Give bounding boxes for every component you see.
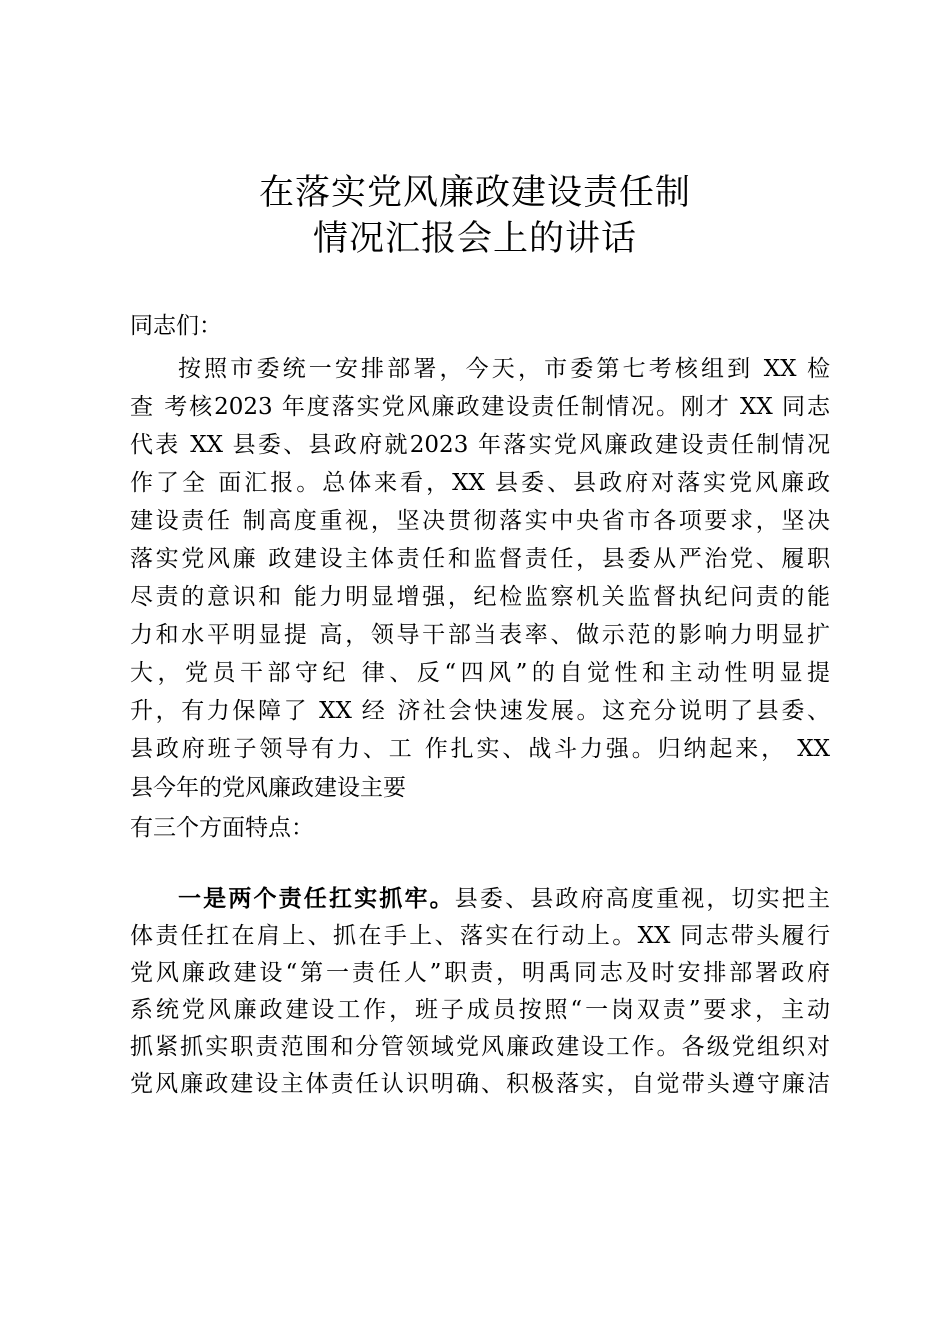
paragraph-2 [130, 880, 830, 1103]
paragraph-1 [130, 350, 830, 848]
paragraph-1-line: 按照市委统一安排部署，今天，市委第七考核组到 XX 检 [178, 356, 830, 382]
paragraph-1-line: 升，有力保障了 XX 经 济社会快速发展。这充分说明了县委、 [130, 698, 830, 724]
paragraph-1-line: 县政府班子领导有力、工 作扎实、战斗力强。归纳起来， XX [130, 736, 830, 762]
paragraph-1-line: 代表 XX 县委、县政府就2023 年落实党风廉政建设责任制情况 [130, 432, 830, 458]
document-title [0, 170, 950, 262]
paragraph-2-first-line-text: 县委、县政府高度重视，切实把主 [454, 886, 830, 912]
salutation: 同志们： [130, 313, 222, 339]
paragraph-1-line: 县今年的党风廉政建设主要 [130, 775, 406, 801]
paragraph-1-line: 大，党员干部守纪 律、反“四风”的自觉性和主动性明显提 [130, 660, 830, 686]
paragraph-1-line: 尽责的意识和 能力明显增强，纪检监察机关监督执纪问责的能 [130, 584, 830, 610]
paragraph-1-line: 建设责任 制高度重视，坚决贯彻落实中央省市各项要求，坚决 [130, 508, 830, 534]
title-line-1: 在落实党风廉政建设责任制 [258, 173, 691, 213]
paragraph-1-line: 作了全 面汇报。总体来看，XX 县委、县政府对落实党风廉政 [130, 470, 830, 496]
paragraph-1-line: 力和水平明显提 高，领导干部当表率、做示范的影响力明显扩 [130, 622, 830, 648]
paragraph-2-first-line [130, 880, 830, 918]
paragraph-2-line: 党风廉政建设“第一责任人”职责，明禹同志及时安排部署政府 [130, 960, 830, 986]
paragraph-1-line: 落实党风廉 政建设主体责任和监督责任，县委从严治党、履职 [130, 546, 830, 572]
paragraph-1-line: 查 考核2023 年度落实党风廉政建设责任制情况。刚才 XX 同志 [130, 394, 830, 420]
paragraph-2-lead-heading: 一是两个责任扛实抓牢。 [178, 885, 455, 912]
paragraph-2-line: 抓紧抓实职责范围和分管领域党风廉政建设工作。各级党组织对 [130, 1034, 830, 1060]
paragraph-1-line: 有三个方面特点： [130, 815, 314, 841]
paragraph-2-line: 系统党风廉政建设工作，班子成员按照“一岗双责”要求，主动 [130, 997, 830, 1023]
paragraph-2-line: 党风廉政建设主体责任认识明确、积极落实，自觉带头遵守廉洁 [130, 1071, 830, 1097]
paragraph-2-line: 体责任扛在肩上、抓在手上、落实在行动上。XX 同志带头履行 [130, 923, 830, 949]
title-line-2: 情况汇报会上的讲话 [312, 219, 637, 259]
